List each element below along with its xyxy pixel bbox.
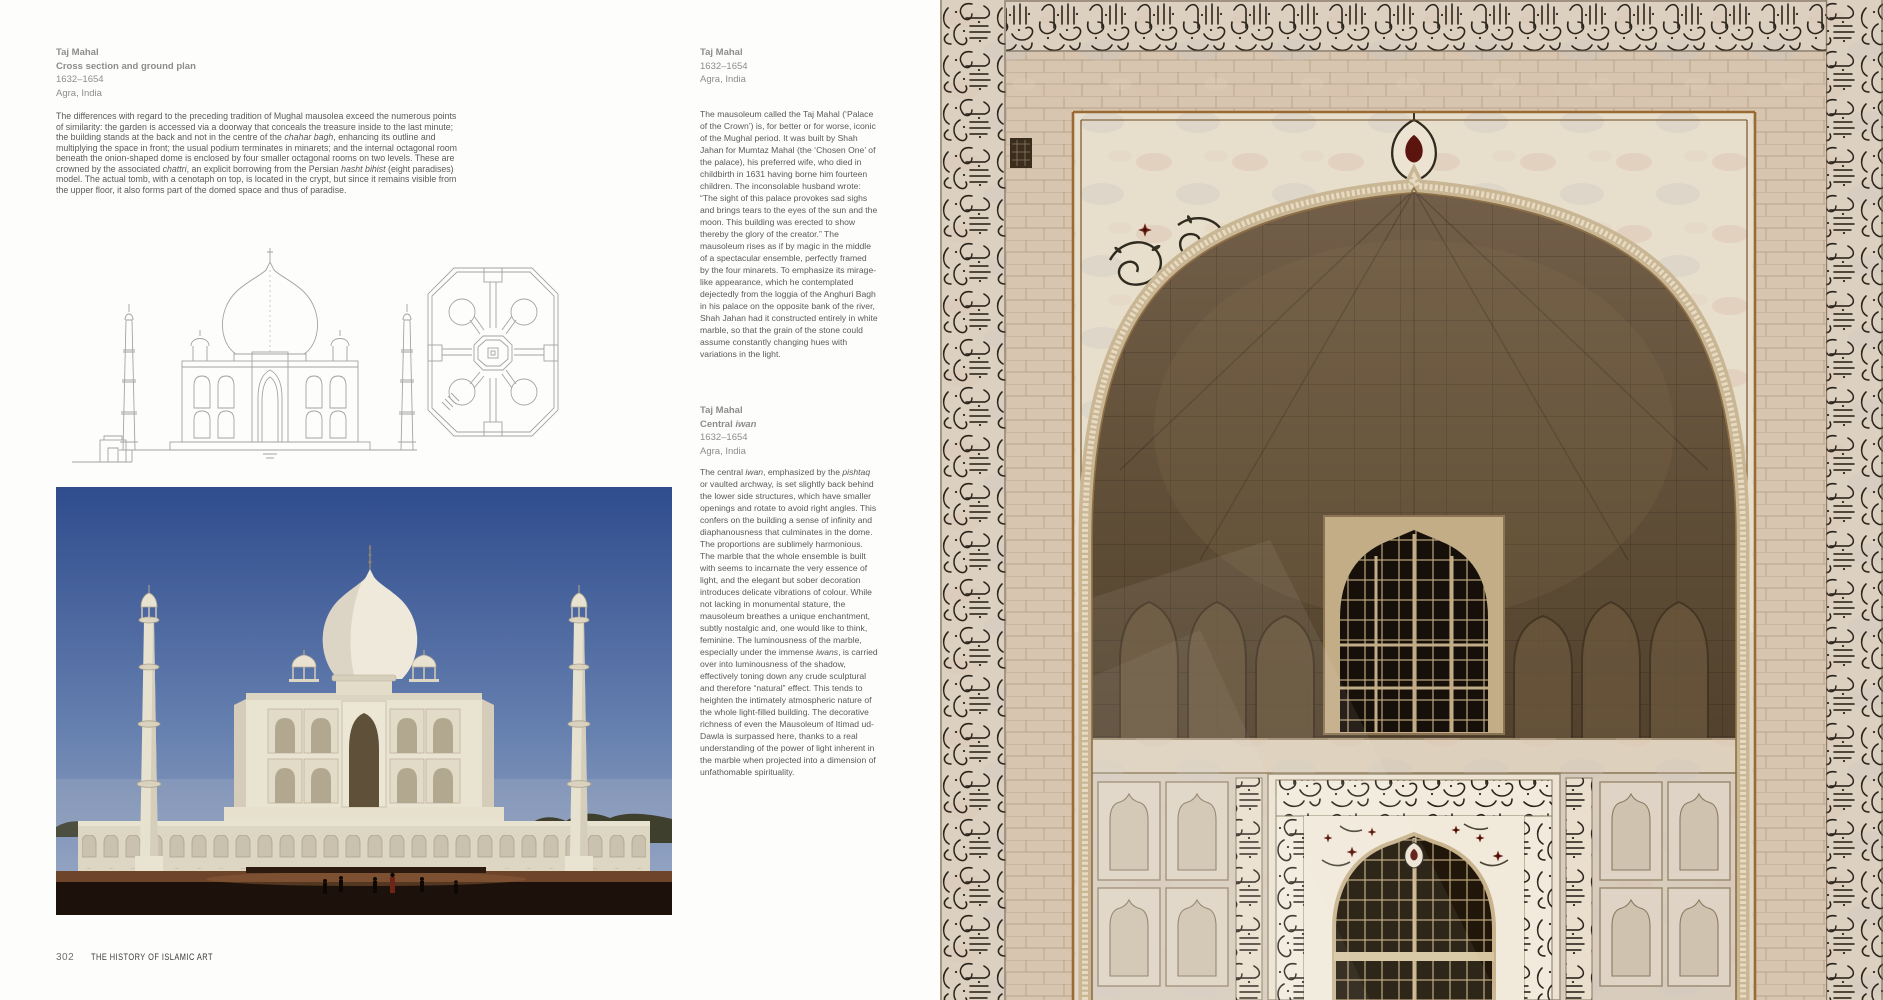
caption-plan [56,46,356,100]
middle-column [700,0,878,1000]
caption-main [700,46,878,87]
caption-main-title: Taj Mahal [700,47,743,58]
caption-plan-location: Agra, India [56,87,102,99]
page-number: 302 [56,952,75,963]
caption-iwan-date: 1632–1654 [700,432,748,443]
iwan-recess [349,713,379,807]
caption-plan-date: 1632–1654 [56,74,104,85]
upper-window [1324,516,1504,734]
cross-section-and-plan-drawing [70,240,562,482]
ground-plan-drawing [428,268,558,436]
marble-bench [246,867,486,873]
caption-iwan [700,404,878,458]
platform-wall [78,821,650,875]
caption-iwan-subtitle: Central iwan [700,418,757,430]
calligraphy-band-left [940,0,1006,1000]
caption-iwan-location: Agra, India [700,445,746,457]
intro-paragraph: The differences with regard to the preceding tradition of Mughal mausolea exceed the numerous points of similarity: the garden is accessed via a doorway that conceals the treasure inside to the last minute; the building stands at the back and not in the centre of the chahar bagh, enhancing its outline and multiplying the space in front; the usual podium terminates in minarets; and the internal octagonal room beneath the onion-shaped dome is enclosed by four smaller octagonal rooms on two levels. These are crowned by the associated chattri, an explicit borrowing from the Persian hasht bihist (eight paradises) model. The actual tomb, with a cenotaph on top, is located in the crypt, but since it remains visible from the upper floor, it also forms part of the domed space and thus of paradise. [56,111,457,195]
vent-grille [1010,138,1032,168]
caption-plan-subtitle: Cross section and ground plan [56,60,196,72]
paragraph-main: The mausoleum called the Taj Mahal (‘Palace of the Crown’) is, for better or for worse, iconic of the Mughal period. It was built by Shah Jahan for Mumtaz Mahal (the ‘Chosen One’ of the palace), his preferred wife, who died in childbirth in 1631 having borne him fourteen children. The inconsolable husband wrote: “The sight of this palace provokes sad sighs and brings tears to the eyes of the sun and the moon. This building was erected to show thereby the glory of the creator.” The mausoleum rises as if by magic in the middle of a spectacular ensemble, perfectly framed by the four minarets. To emphasize its mirage-like appearance, which he contemplated dejectedly from the loggia of the Anghuri Bagh in his palace on the opposite bank of the river, Shah Jahan had it constructed entirely in white marble, so that the grain of the stone could assume constantly changing hues with variations in the light. [700,109,878,359]
calligraphy-band-right [1826,0,1883,1000]
footer [56,947,247,965]
calligraphy-band-top [940,0,1883,52]
cross-section-drawing [72,248,417,462]
taj-mahal-photo [56,487,672,915]
paragraph-iwan: The central iwan, emphasized by the pishtaq or vaulted archway, is set slightly back behind the lower side structures, which have smaller openings and rotate to avoid right angles. This confers on the building a sense of infinity and diaphanousness that culminates in the dome. The proportions are sublimely harmonious. The marble that the whole ensemble is built with seems to incarnate the very essence of light, and the elegant but sober decoration introduces delicate vibrations of colour. While not lacking in monumental stature, the mausoleum breathes a unique enchantment, subtly nostalgic and, one would like to think, feminine. The luminousness of the marble, especially under the immense iwans, is carried over into luminousness of the shadow, effectively toning down any crude sculptural and therefore “natural” effect. This tends to heighten the intimately atmospheric nature of the whole light-filled building. The decorative richness of even the Mausoleum of Itimad ud-Dawla is surpassed here, thanks to a real understanding of the power of light inherent in the marble when projected into a dimension of unfathomable spirituality. [700,467,878,777]
central-iwan-photo [940,0,1883,1000]
foreground-courtyard [56,867,672,915]
caption-main-location: Agra, India [700,74,746,85]
caption-main-date: 1632–1654 [700,60,748,72]
caption-iwan-title: Taj Mahal [700,405,743,416]
caption-plan-title: Taj Mahal [56,47,99,58]
running-book-title: THE HISTORY OF ISLAMIC ART [90,952,213,963]
